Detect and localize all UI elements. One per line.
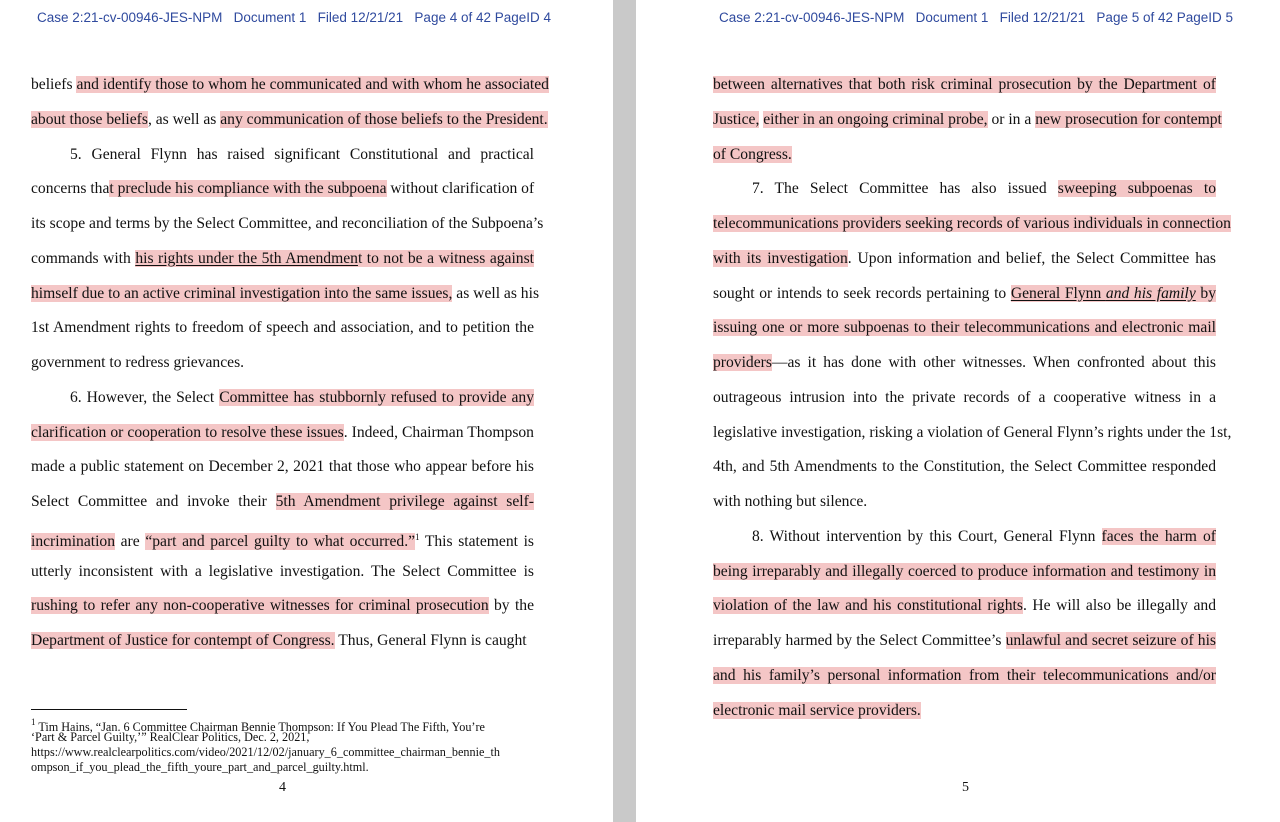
highlighted-text: 5th Amendment privilege against self- (275, 493, 535, 510)
text-span: beliefs (31, 76, 77, 93)
highlighted-text: rushing to refer any non-cooperative witnesses for criminal prosecution (31, 597, 489, 615)
text-span: 8. Without intervention by this Court, General Flynn (752, 527, 1102, 545)
text-span: by the (488, 597, 534, 615)
highlighted-text: himself (31, 284, 82, 302)
highlighted-text: being irreparably and illegally coerced to produce information and testimony in (713, 562, 1216, 580)
body-line (31, 111, 548, 129)
text-span: outrageous intrusion into the private records of a cooperative witness in a (713, 388, 1216, 406)
body-line (713, 215, 1231, 233)
highlighted-text: incrimination (31, 532, 116, 550)
highlighted-text: Department of Justice for contempt of Congress. (31, 632, 335, 649)
highlighted-text: and identify those to whom he communicated and with whom he associated (76, 76, 549, 93)
text-span: Select Committee and invoke their (31, 493, 276, 510)
text-span: . He will also be illegally and (1022, 597, 1216, 615)
body-line (752, 180, 1216, 198)
highlighted-text: either in an ongoing criminal probe, (763, 110, 988, 128)
text-span: utterly inconsistent with a legislative investigation. The Select Committee is (31, 562, 534, 580)
body-line (31, 563, 534, 581)
highlighted-text: General Flynn (1010, 284, 1106, 302)
body-line (713, 702, 921, 720)
highlighted-text: and his family’s personal information from their telecommunications and/or (713, 666, 1216, 684)
text-span: its scope and terms by the Select Committee, and reconciliation of the Subpoena’s (31, 215, 544, 232)
footnote-ref: 1 (31, 717, 36, 727)
text-span: are (115, 532, 146, 550)
text-span: commands with (31, 249, 136, 267)
footnote-line (31, 745, 500, 760)
body-line (31, 458, 534, 476)
body-line (713, 354, 1216, 372)
highlighted-text: faces the harm of (1101, 527, 1216, 545)
highlighted-text: due to an active criminal investigation into the same issues, (81, 284, 453, 302)
body-line (713, 76, 1216, 94)
text-span: sought or intends to seek records pertaining to (713, 284, 1011, 302)
highlighted-text: “part and parcel guilty to what occurred.” (145, 532, 416, 550)
body-line (713, 250, 1216, 268)
body-line (31, 632, 527, 650)
body-line (31, 597, 534, 615)
footnote-line (31, 760, 369, 775)
text-span: —as it has done with other witnesses. When confronted about this (771, 354, 1216, 371)
body-line (31, 215, 544, 233)
highlighted-text: any communication of those beliefs to the President. (220, 110, 548, 128)
text-span: 6. However, the Select (70, 388, 220, 406)
highlighted-text: providers (713, 354, 772, 371)
text-span: https://www.realclearpolitics.com/video/2021/12/02/january_6_committee_chairman_bennie_th (31, 745, 500, 759)
highlighted-text: telecommunications providers seeking records of various individuals in connection (713, 215, 1231, 232)
text-span: 5. General Flynn has raised significant Constitutional and practical (70, 145, 534, 163)
highlighted-text: between alternatives that both risk criminal prosecution by the Department of (713, 76, 1216, 93)
text-span: , as well as (147, 110, 221, 128)
body-line (70, 146, 534, 164)
text-span: as well as his (452, 284, 540, 302)
text-span: Tim Hains, “Jan. 6 Committee Chairman Bennie Thompson: If You Plead The Fifth, You’re (35, 720, 485, 734)
highlighted-text: by (1195, 284, 1216, 302)
body-line (713, 632, 1216, 650)
text-span: ‘Part & Parcel Guilty,’” RealClear Politics, Dec. 2, 2021, (31, 730, 310, 744)
document-page-4 (0, 0, 613, 822)
body-line (31, 424, 534, 442)
body-line (713, 389, 1216, 407)
body-line (713, 597, 1216, 615)
footnote-ref: 1 (415, 531, 420, 542)
highlighted-text: of Congress. (713, 145, 792, 163)
footnote-line (31, 730, 309, 745)
highlighted-text: and his family (1105, 284, 1196, 302)
text-span: 4th, and 5th Amendments to the Constitution, the Select Committee responded (713, 458, 1216, 476)
text-span: ompson_if_you_plead_the_fifth_youre_part_and_parcel_guilty.html. (31, 760, 369, 774)
text-span: legislative investigation, risking a violation of General Flynn’s rights under the 1st, (713, 423, 1232, 441)
highlighted-text: sweeping subpoenas to (1057, 180, 1216, 198)
highlighted-text: unlawful and secret seizure of his (1005, 632, 1216, 649)
body-line (713, 423, 1232, 442)
body-line (713, 110, 1222, 129)
body-line (31, 250, 534, 268)
page-header: Case 2:21-cv-00946-JES-NPM Document 1 Filed 12/21/21 Page 4 of 42 PageID 4 (37, 10, 552, 25)
text-span: or in a (987, 110, 1036, 128)
highlighted-text: his rights under the 5th Amendmen (135, 249, 358, 267)
text-span: government to redress grievances. (31, 354, 245, 371)
text-span: irreparably harmed by the Select Committee’s (713, 632, 1006, 649)
page-number: 4 (279, 780, 286, 795)
highlighted-text: clarification or cooperation to resolve these issues (31, 423, 344, 441)
body-line (713, 493, 867, 511)
body-line (31, 319, 534, 337)
body-line (31, 76, 549, 94)
text-span: This statement is (419, 532, 534, 550)
page-number: 5 (962, 780, 969, 795)
highlighted-text: Justice, (713, 110, 760, 128)
body-line (31, 528, 534, 551)
highlighted-text: about those beliefs (31, 110, 148, 128)
text-span: with nothing but silence. (713, 493, 868, 510)
text-span: 7. The Select Committee has also issued (752, 180, 1058, 198)
body-line (31, 354, 244, 372)
text-span: without clarification of (386, 180, 535, 198)
highlighted-text: issuing one or more subpoenas to their telecommunications and electronic mail (713, 319, 1216, 337)
text-span: Thus, General Flynn is caught (334, 632, 527, 649)
body-line (31, 493, 534, 511)
body-line (70, 389, 534, 407)
body-line (713, 285, 1216, 303)
highlighted-text: violation of the law and his constitutional rights (713, 597, 1023, 615)
text-span: made a public statement on December 2, 2021 that those who appear before his (31, 458, 534, 476)
highlighted-text: t to not be a witness against (357, 249, 534, 267)
text-span: concerns tha (31, 180, 110, 198)
highlighted-text: electronic mail service providers. (713, 701, 921, 719)
document-page-5 (636, 0, 1280, 822)
text-span: . Indeed, Chairman Thompson (343, 423, 534, 441)
body-line (713, 146, 792, 164)
footnote-divider (31, 709, 187, 710)
body-line (713, 458, 1216, 476)
body-line (713, 563, 1216, 581)
page-header: Case 2:21-cv-00946-JES-NPM Document 1 Filed 12/21/21 Page 5 of 42 PageID 5 (719, 10, 1234, 25)
body-line (752, 528, 1216, 546)
body-line (713, 667, 1216, 685)
body-line (713, 319, 1216, 337)
highlighted-text: t preclude his compliance with the subpoena (109, 180, 387, 198)
text-span: . Upon information and belief, the Select Committee has (847, 249, 1216, 267)
highlighted-text: new prosecution for contempt (1035, 110, 1222, 128)
body-line (31, 180, 534, 198)
text-span: 1st Amendment rights to freedom of speech and association, and to petition the (31, 319, 534, 337)
highlighted-text: with its investigation (713, 249, 848, 267)
body-line (31, 284, 540, 303)
highlighted-text: Committee has stubbornly refused to provide any (219, 388, 534, 406)
